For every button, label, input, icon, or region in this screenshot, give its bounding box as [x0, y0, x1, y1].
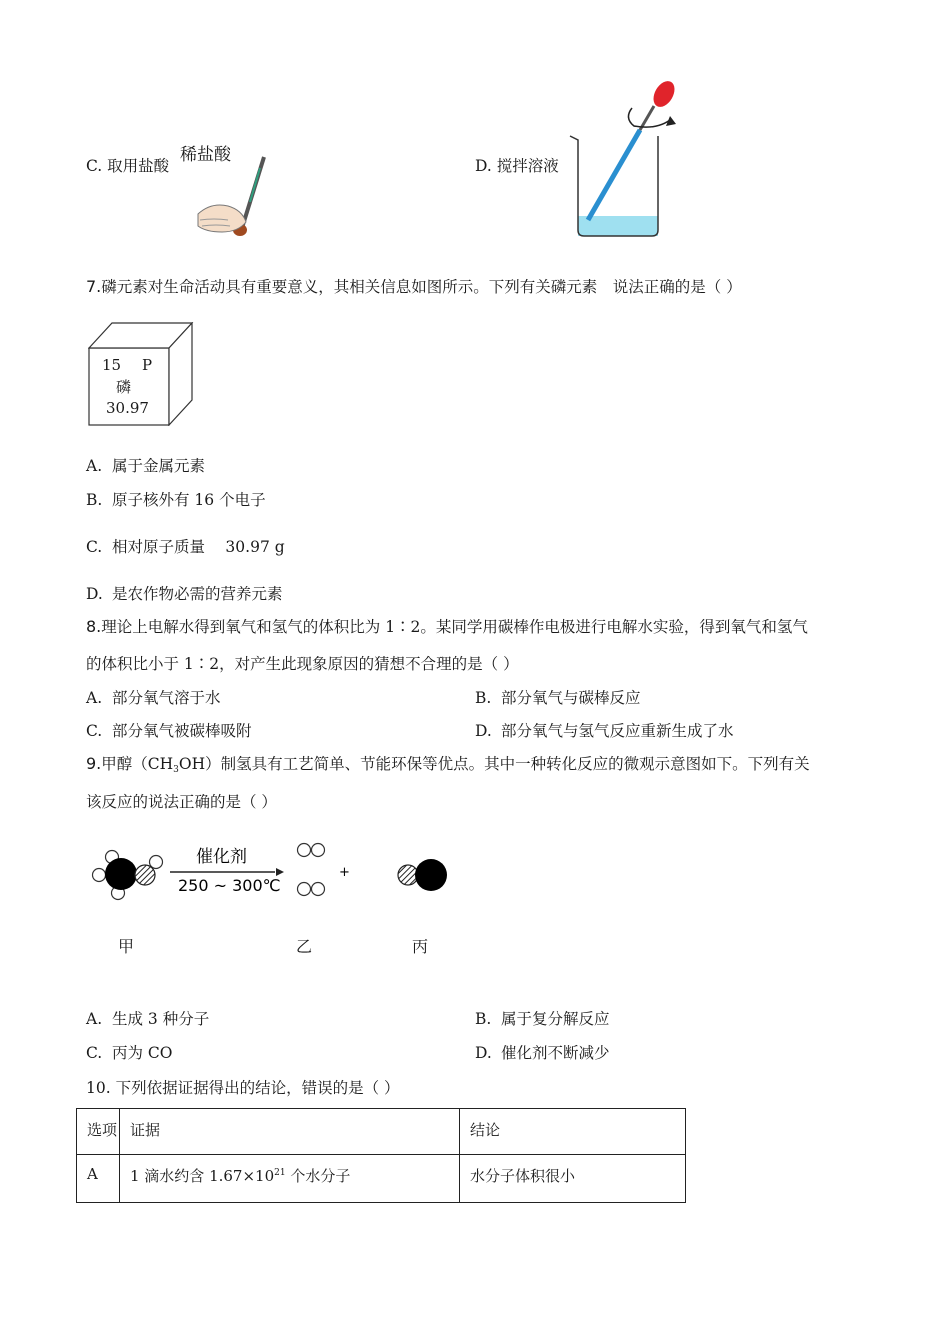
q7-number: 7. [86, 277, 102, 296]
header-conclusion: 结论 [460, 1109, 686, 1155]
header-option: 选项 [77, 1109, 120, 1155]
evidence-conclusion-table [76, 1108, 686, 1203]
q8-stem-line1: 8.理论上电解水得到氧气和氢气的体积比为 1∶2。某同学用碳棒作电极进行电解水实验，得到氧气和氢气 [86, 617, 808, 636]
phosphorus-element-card [88, 322, 196, 426]
q9-option-d: D. 催化剂不断减少 [475, 1044, 610, 1062]
methanol-molecule [93, 851, 163, 900]
header-evidence: 证据 [120, 1109, 460, 1155]
q9-stem-line2: 该反应的说法正确的是（ ） [86, 793, 277, 811]
q7-option-b: B. 原子核外有 16 个电子 [86, 491, 266, 509]
q10-stem: 10. 下列依据证据得出的结论，错误的是（ ） [86, 1079, 400, 1097]
table-row [77, 1155, 686, 1203]
q8-option-d: D. 部分氧气与氢气反应重新生成了水 [475, 722, 734, 740]
q6-option-d: D. 搅拌溶液 [475, 157, 559, 175]
q6-option-c: C. 取用盐酸 [86, 157, 170, 175]
reaction-diagram [88, 838, 458, 908]
q9-option-b: B. 属于复分解反应 [475, 1010, 610, 1028]
q8-option-b: B. 部分氧气与碳棒反应 [475, 689, 641, 707]
element-name: 磷 [116, 378, 132, 396]
row-a-evidence: 1 滴水约含 $1.67\times 10^{21}$ 个水分子 [120, 1155, 460, 1203]
temperature-condition: 250 ~ 300℃ [178, 876, 281, 895]
hcl-label: 稀盐酸 [180, 145, 231, 165]
hydrogen-molecules [298, 844, 325, 896]
q8-stem-line2: 的体积比小于 1∶2，对产生此现象原因的猜想不合理的是（ ） [86, 655, 519, 673]
q9-option-c: C. 丙为 CO [86, 1044, 173, 1062]
row-a-conclusion: 水分子体积很小 [460, 1155, 686, 1203]
q7-option-d: D. 是农作物必需的营养元素 [86, 585, 283, 603]
q9-number: 9. [86, 754, 102, 773]
q7-option-a: A. 属于金属元素 [86, 457, 206, 475]
label-jia: 甲 [118, 937, 135, 956]
label-yi: 乙 [296, 937, 313, 956]
q8-option-c: C. 部分氧气被碳棒吸附 [86, 722, 252, 740]
label-bing: 丙 [412, 937, 429, 956]
q9-option-a: A. 生成 3 种分子 [86, 1010, 210, 1028]
q8-number: 8. [86, 617, 102, 636]
plus-sign: + [339, 865, 350, 880]
catalyst-label: 催化剂 [196, 847, 247, 867]
q8-option-a: A. 部分氧气溶于水 [86, 689, 221, 707]
atomic-mass: 30.97 [106, 399, 149, 417]
q6-option-c-image [176, 140, 286, 244]
co-molecule [398, 859, 447, 891]
row-a-option: A [77, 1155, 120, 1203]
atomic-number: 15 [102, 356, 122, 374]
q9-stem-line1: 9.甲醇$(CH_3OH)$制氢具有工艺简单、节能环保等优点。其中一种转化反应的微观示意图如下。下列有关 [86, 754, 810, 775]
q7-option-c: C. 相对原子质量 30.97 g [86, 538, 285, 556]
beaker-stirring-illustration [566, 80, 686, 242]
element-symbol: P [142, 356, 153, 374]
q7-stem: 7.磷元素对生命活动具有重要意义，其相关信息如图所示。下列有关磷元素 说法正确的是（ ） [86, 277, 742, 296]
table-header-row [77, 1109, 686, 1155]
